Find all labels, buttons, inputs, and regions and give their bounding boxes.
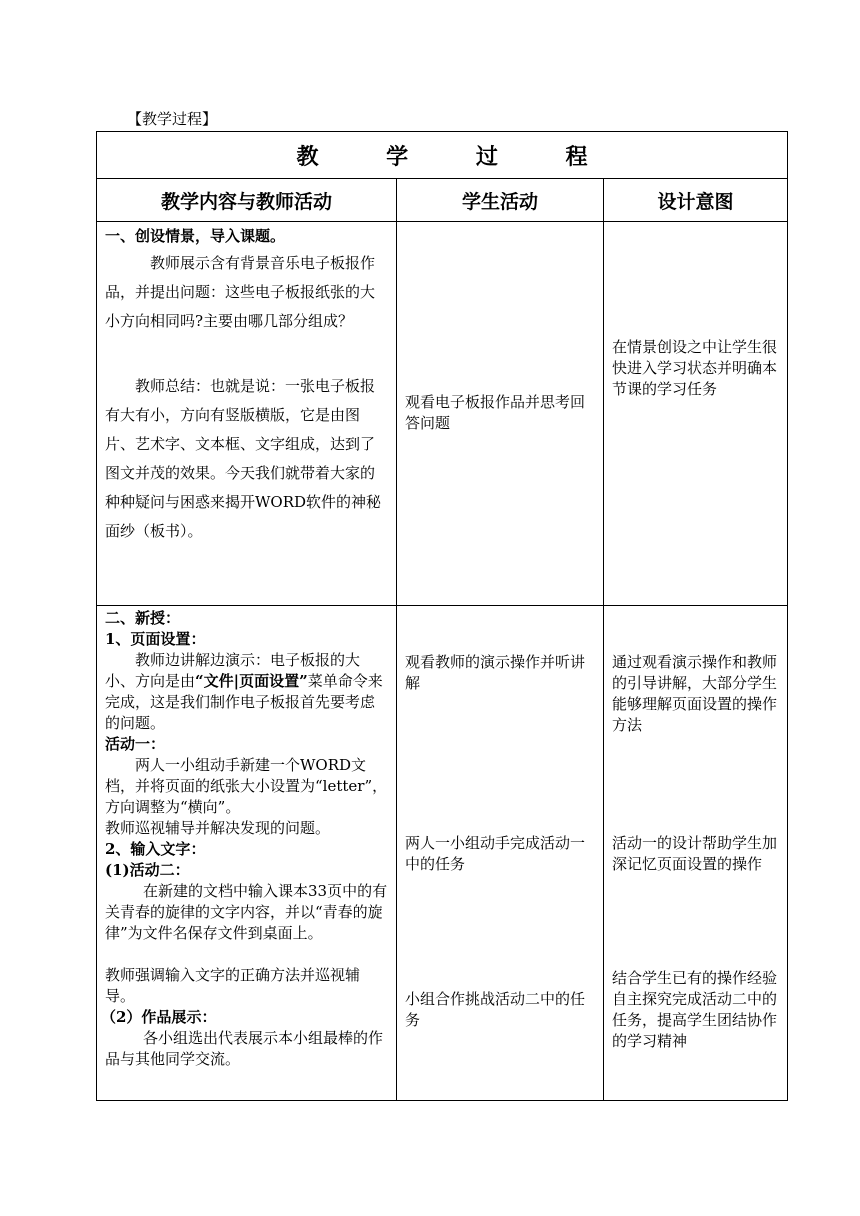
row2-design-intent-3: 结合学生已有的操作经验自主探究完成活动二中的任务，提高学生团结协作的学习精神 [612,969,778,1050]
row2-design-intent-2: 活动一的设计帮助学生加深记忆页面设置的操作 [612,834,778,873]
row1-student-activity: 观看电子板报作品并思考回答问题 [405,393,586,432]
row2-paragraph-4: 在新建的文档中输入课本33页中的有关青春的旋律的文字内容，并以“青春的旋律”为文件名保存文件到桌面上。 [105,882,388,942]
row2-paragraph-3: 教师巡视辅导并解决发现的问题。 [105,819,331,837]
row2-student-cell [397,606,604,1101]
row2-heading: 二、新授： [105,609,181,627]
table-title: 教 学 过 程 [97,132,788,179]
row1-heading: 一、创设情景，导入课题。 [105,227,286,245]
row1-design-intent: 在情景创设之中让学生很快进入学习状态并明确本节课的学习任务 [612,338,778,398]
teaching-process-table [96,131,788,1101]
header-student: 学生活动 [397,179,604,222]
header-content: 教学内容与教师活动 [97,179,397,222]
row2-paragraph-6: 各小组选出代表展示本小组最棒的作品与其他同学交流。 [105,1029,384,1068]
row2-paragraph-1: 教师边讲解边演示：电子板报的大小、方向是由“文件|页面设置”菜单命令来完成，这是我们制作电子板报首先要考虑的问题。 [105,651,383,732]
row1-student-cell [397,222,604,606]
row2-student-activity-1: 观看教师的演示操作并听讲解 [405,653,586,692]
section-label: 【教学过程】 [127,110,218,128]
row2-paragraph-2: 两人一小组动手新建一个WORD文档，并将页面的纸张大小设置为“letter”，方向调整为“横向”。 [105,756,388,816]
table-row [97,222,788,606]
row2-design-intent-1: 通过观看演示操作和教师的引导讲解，大部分学生能够理解页面设置的操作方法 [612,653,778,734]
row2-intent-cell [604,606,788,1101]
row1-content-cell [97,222,397,606]
row2-student-activity-2: 两人一小组动手完成活动一中的任务 [405,834,586,873]
row1-paragraph-2: 教师总结：也就是说：一张电子板报有大有小，方向有竖版横版，它是由图片、艺术字、文本框、文字组成，达到了图文并茂的效果。今天我们就带着大家的种种疑问与困惑来揭开WORD软件的神秘面纱（板书）。 [105,377,382,540]
row2-activity-1-label: 活动一： [105,735,166,753]
row1-intent-cell [604,222,788,606]
row1-paragraph-1: 教师展示含有背景音乐电子板报作品，并提出问题：这些电子板报纸张的大小方向相同吗?主要由哪几部分组成？ [105,254,376,330]
header-intent: 设计意图 [604,179,788,222]
row2-student-activity-3: 小组合作挑战活动二中的任务 [405,990,586,1029]
row2-activity-2-label: (1)活动二： [105,861,190,879]
row2-subheading-input-text: 2、输入文字： [105,840,206,858]
row2-content-cell [97,606,397,1101]
row2-subheading-showcase: （2）作品展示： [101,1008,217,1026]
row2-subheading-page-setup: 1、页面设置： [105,630,206,648]
row2-paragraph-5: 教师强调输入文字的正确方法并巡视辅导。 [105,966,361,1005]
table-row [97,606,788,1101]
